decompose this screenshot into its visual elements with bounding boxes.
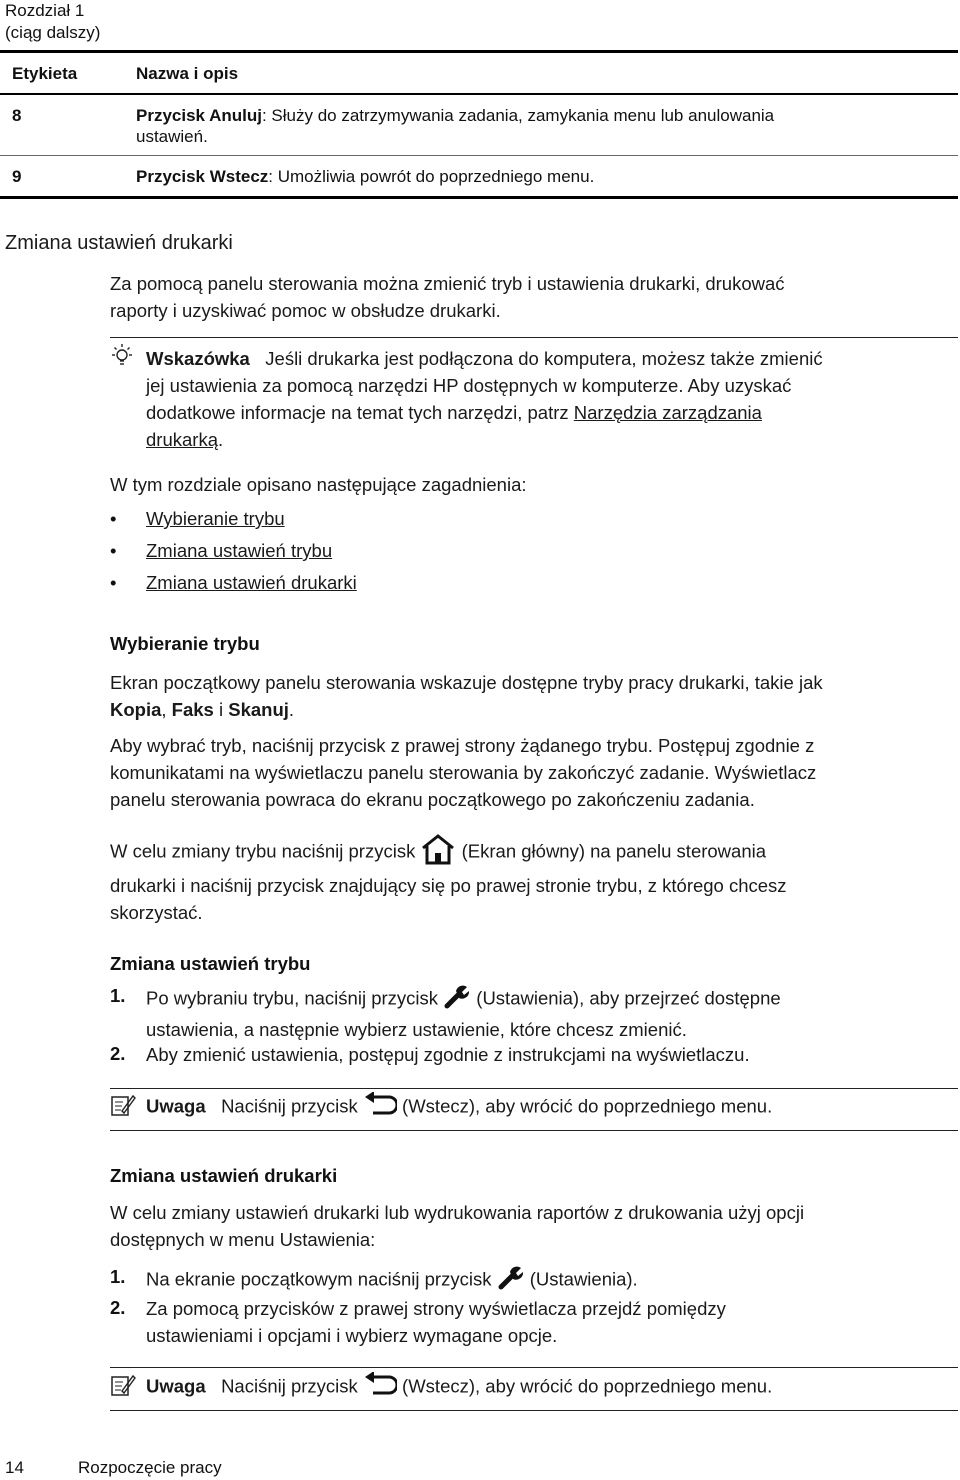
tip-top-rule (110, 337, 958, 338)
chapter-label: Rozdział 1 (5, 1, 85, 20)
table-row-desc (136, 105, 956, 147)
note-line: (Wstecz), aby wrócić do poprzedniego menu. (396, 1095, 773, 1117)
p-line: Ekran początkowy panelu sterowania wskazuje dostępne tryby pracy drukarki, takie jak (110, 672, 823, 693)
tip-label: Wskazówka (146, 348, 250, 369)
bullet: • (110, 508, 117, 529)
step-number: 2. (110, 1043, 126, 1064)
tip-end: . (217, 429, 224, 450)
intro-line: raporty i uzyskiwać pomoc w obsłudze drukarki. (110, 300, 501, 321)
note-top-rule (110, 1367, 958, 1368)
note-text (146, 1372, 958, 1403)
sep: i (213, 699, 229, 720)
change-printer-paragraph (110, 1199, 958, 1253)
note-top-rule (110, 1088, 958, 1089)
intro-line: Za pomocą panelu sterowania można zmienić tryb i ustawienia drukarki, drukować (110, 273, 785, 294)
sep: , (161, 699, 172, 720)
step-text (146, 983, 936, 1043)
table-header-rule (0, 93, 958, 95)
tip-paragraph (146, 345, 958, 453)
wrench-icon (443, 983, 471, 1016)
mode-copy: Kopia (110, 699, 162, 720)
note-line: Naciśnij przycisk (221, 1375, 363, 1397)
p-line: panelu sterowania powraca do ekranu początkowego po zakończeniu zadania. (110, 789, 755, 810)
subsection-title: Wybieranie trybu (110, 633, 260, 654)
note-pencil-icon (110, 1093, 136, 1124)
topic-link-select-mode[interactable]: Wybieranie trybu (146, 508, 285, 529)
table-row-desc (136, 166, 594, 187)
p-line: skorzystać. (110, 902, 203, 923)
page-number: 14 (5, 1458, 24, 1477)
back-arrow-icon (363, 1372, 397, 1403)
table-bottom-rule (0, 196, 958, 199)
row-name: Przycisk Anuluj (136, 106, 262, 125)
step-line: (Ustawienia), aby przejrzeć dostępne (471, 987, 781, 1009)
p-line: dostępnych w menu Ustawienia: (110, 1229, 376, 1250)
row-name: Przycisk Wstecz (136, 167, 269, 186)
chapter-continued: (ciąg dalszy) (5, 23, 101, 42)
topics-intro: W tym rozdziale opisano następujące zagadnienia: (110, 474, 527, 495)
p-line: Aby wybrać tryb, naciśnij przycisk z prawej strony żądanego trybu. Postępuj zgodnie z (110, 735, 815, 756)
select-mode-p1 (110, 669, 958, 723)
tip-bulb-icon (110, 343, 134, 374)
step-number: 1. (110, 985, 126, 1006)
p-line: komunikatami na wyświetlaczu panelu sterowania by zakończyć zadanie. Wyświetlacz (110, 762, 817, 783)
table-row-label: 8 (12, 106, 22, 125)
topic-link-change-mode[interactable]: Zmiana ustawień trybu (146, 540, 333, 561)
topic-link-change-printer[interactable]: Zmiana ustawień drukarki (146, 572, 357, 593)
table-header-name: Nazwa i opis (136, 64, 239, 83)
step-line: Na ekranie początkowym naciśnij przycisk (146, 1268, 497, 1290)
mode-scan: Skanuj (228, 699, 289, 720)
step-line: Po wybraniu trybu, naciśnij przycisk (146, 987, 444, 1009)
note-label: Uwaga (146, 1095, 206, 1117)
note-line: (Wstecz), aby wrócić do poprzedniego menu. (396, 1375, 773, 1397)
tip-line: jej ustawienia za pomocą narzędzi HP dostępnych w komputerze. Aby uzyskać (146, 375, 792, 396)
tip-line: Jeśli drukarka jest podłączona do komputera, możesz także zmienić (265, 348, 823, 369)
note-bottom-rule (110, 1130, 958, 1131)
table-row-rule (0, 155, 958, 156)
p-line: (Ekran główny) na panelu sterowania (456, 840, 767, 862)
p-line: W celu zmiany trybu naciśnij przycisk (110, 840, 421, 862)
note-label: Uwaga (146, 1375, 206, 1397)
step-text (146, 1264, 936, 1297)
step-line: ustawienia, a następnie wybierz ustawienie, które chcesz zmienić. (146, 1019, 687, 1040)
section-title: Zmiana ustawień drukarki (5, 232, 233, 254)
p-line: drukarki i naciśnij przycisk znajdujący się po prawej stronie trybu, z którego chcesz (110, 875, 787, 896)
step-number: 2. (110, 1297, 126, 1318)
note-pencil-icon (110, 1373, 136, 1404)
select-mode-p2 (110, 732, 958, 813)
step-line: (Ustawienia). (524, 1268, 638, 1290)
note-text (146, 1092, 958, 1123)
mode-fax: Faks (171, 699, 214, 720)
p-line: W celu zmiany ustawień drukarki lub wydrukowania raportów z drukowania użyj opcji (110, 1202, 805, 1223)
tip-line: dodatkowe informacje na temat tych narzędzi, patrz (146, 402, 574, 423)
step-text (146, 1295, 936, 1349)
table-header-label: Etykieta (12, 64, 78, 83)
step-text: Aby zmienić ustawienia, postępuj zgodnie z instrukcjami na wyświetlaczu. (146, 1044, 750, 1065)
tools-link[interactable]: Narzędzia zarządzania (573, 402, 762, 423)
end: . (288, 699, 295, 720)
select-mode-p3 (110, 833, 958, 926)
row-desc: : Służy do zatrzymywania zadania, zamykania menu lub anulowania (261, 106, 775, 125)
bullet: • (110, 540, 117, 561)
wrench-icon (497, 1264, 525, 1297)
step-line: ustawieniami i opcjami i wybierz wymagane opcje. (146, 1325, 558, 1346)
footer-title: Rozpoczęcie pracy (78, 1458, 222, 1477)
note-line: Naciśnij przycisk (221, 1095, 363, 1117)
subsection-title: Zmiana ustawień trybu (110, 953, 311, 974)
note-bottom-rule (110, 1410, 958, 1411)
bullet: • (110, 572, 117, 593)
row-desc-cont: ustawień. (136, 127, 208, 146)
table-row-label: 9 (12, 167, 22, 186)
step-line: Za pomocą przycisków z prawej strony wyświetlacza przejdź pomiędzy (146, 1298, 726, 1319)
tools-link-cont[interactable]: drukarką (146, 429, 218, 450)
home-icon (420, 833, 456, 872)
back-arrow-icon (363, 1092, 397, 1123)
row-desc: : Umożliwia powrót do poprzedniego menu. (268, 167, 595, 186)
table-top-rule (0, 50, 958, 53)
subsection-title: Zmiana ustawień drukarki (110, 1165, 338, 1186)
intro-paragraph (110, 270, 958, 324)
step-number: 1. (110, 1266, 126, 1287)
